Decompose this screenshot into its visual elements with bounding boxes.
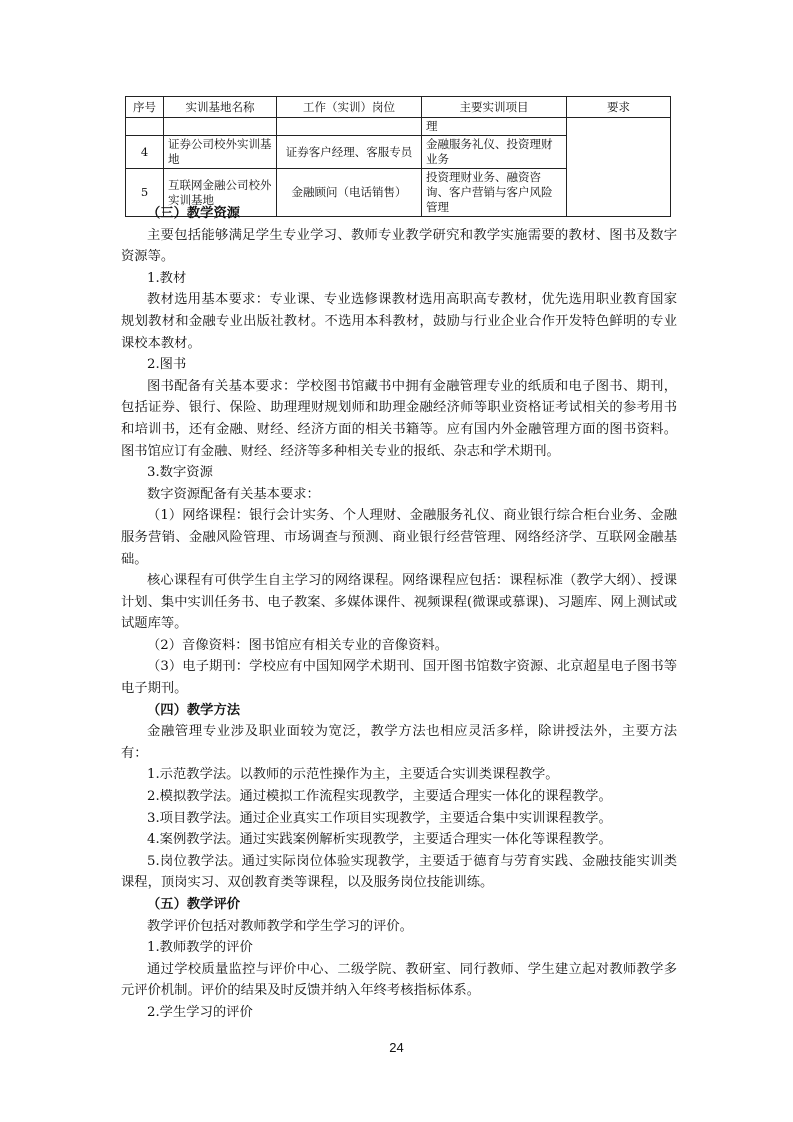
section-heading: （三）教学资源: [147, 206, 241, 221]
paragraph: 教材选用基本要求：专业课、专业选修课教材选用高职高专教材，优先选用职业教育国家规划教材和金融专业出版社教材。不选用本科教材，鼓励与行业企业合作开发特色鲜明的专业课校本教材。: [121, 292, 677, 351]
table-cell: [277, 118, 422, 136]
subheading: 3.数字资源: [147, 465, 213, 481]
header-cell-post: 工作（实训）岗位: [277, 97, 422, 118]
subheading: 2.学生学习的评价: [147, 1004, 253, 1020]
table-cell-post: 金融顾问（电话销售）: [277, 169, 422, 217]
table-cell-requirement: [567, 118, 671, 217]
header-cell-name: 实训基地名称: [164, 97, 277, 118]
table-cell: [164, 118, 277, 136]
list-item: 4.案例教学法。通过实践案例解析实现教学，主要适合理实一体化等课程教学。: [147, 832, 612, 848]
table-header-row: [126, 97, 671, 118]
table-cell-project: 金融服务礼仪、投资理财业务: [422, 136, 567, 169]
paragraph: 金融管理专业涉及职业面较为宽泛，教学方法也相应灵活多样，除讲授法外，主要方法有：: [121, 724, 677, 761]
paragraph: 教学评价包括对教师教学和学生学习的评价。: [147, 918, 413, 934]
subheading: 1.教材: [147, 270, 187, 286]
paragraph: 图书配备有关基本要求：学校图书馆藏书中拥有金融管理专业的纸质和电子图书、期刊，包括证券、银行、保险、助理理财规划师和助理金融经济师等职业资格证考试相关的参考用书和培训书，还有金融、财经、经济方面的相关书籍等。应有国内外金融管理方面的图书资料。图书馆应订有金融、财经、经济等多种相关专业的报纸、杂志和学术期刊。: [121, 378, 677, 459]
header-cell-project: 主要实训项目: [422, 97, 567, 118]
paragraph: （3）电子期刊：学校应有中国知网学术期刊、国开图书馆数字资源、北京超星电子图书等电子期刊。: [121, 659, 677, 697]
table-cell: 理: [422, 118, 567, 136]
table-cell-name: 互联网金融公司校外实训基地: [164, 169, 277, 217]
paragraph: 通过学校质量监控与评价中心、二级学院、教研室、同行教师、学生建立起对教师教学多元评价机制。评价的结果及时反馈并纳入年终考核指标体系。: [121, 961, 677, 999]
list-item: 2.模拟教学法。通过模拟工作流程实现教学，主要适合理实一体化的课程教学。: [147, 789, 612, 805]
header-cell-requirement: 要求: [567, 97, 671, 118]
list-item: 5.岗位教学法。通过实际岗位体验实现教学，主要适于德育与劳育实践、金融技能实训类课程，顶岗实习、双创教育类等课程，以及服务岗位技能训练。: [121, 853, 677, 891]
table-cell-no: 5: [126, 169, 164, 217]
paragraph: 核心课程有可供学生自主学习的网络课程。网络课程应包括：课程标准（教学大纲）、授课计划、集中实训任务书、电子教案、多媒体课件、视频课程(微课或慕课)、习题库、网上测试或试题库等。: [121, 573, 677, 632]
table-cell-no: 4: [126, 136, 164, 169]
list-item: 3.项目教学法。通过企业真实工作项目实现教学，主要适合集中实训课程教学。: [147, 810, 612, 826]
training-base-table: [125, 96, 671, 217]
table-cell-name: 证券公司校外实训基地: [164, 136, 277, 169]
list-item: 1.示范教学法。以教师的示范性操作为主，主要适合实训类课程教学。: [147, 767, 559, 783]
table-cell: [126, 118, 164, 136]
section-heading: （五）教学评价: [147, 897, 241, 912]
subheading: 1.教师教学的评价: [147, 940, 253, 956]
document-body: [121, 203, 677, 1024]
subheading: 2.图书: [147, 357, 187, 373]
paragraph: （2）音像资料：图书馆应有相关专业的音像资料。: [147, 637, 448, 653]
table-cell-post: 证券客户经理、客服专员: [277, 136, 422, 169]
table-cell-project: 投资理财业务、融资咨询、客户营销与客户风险管理: [422, 169, 567, 217]
paragraph: （1）网络课程：银行会计实务、个人理财、金融服务礼仪、商业银行综合柜台业务、金融服务营销、金融风险管理、市场调查与预测、商业银行经营管理、网络经济学、互联网金融基础。: [121, 508, 677, 567]
table-row-continuation: [126, 118, 671, 136]
paragraph: 数字资源配备有关基本要求：: [147, 486, 320, 502]
header-cell-no: 序号: [126, 97, 164, 118]
paragraph: 主要包括能够满足学生专业学习、教师专业教学研究和教学实施需要的教材、图书及数字资源等。: [121, 227, 677, 265]
section-heading: （四）教学方法: [147, 702, 241, 718]
page-number: 24: [389, 1040, 404, 1055]
